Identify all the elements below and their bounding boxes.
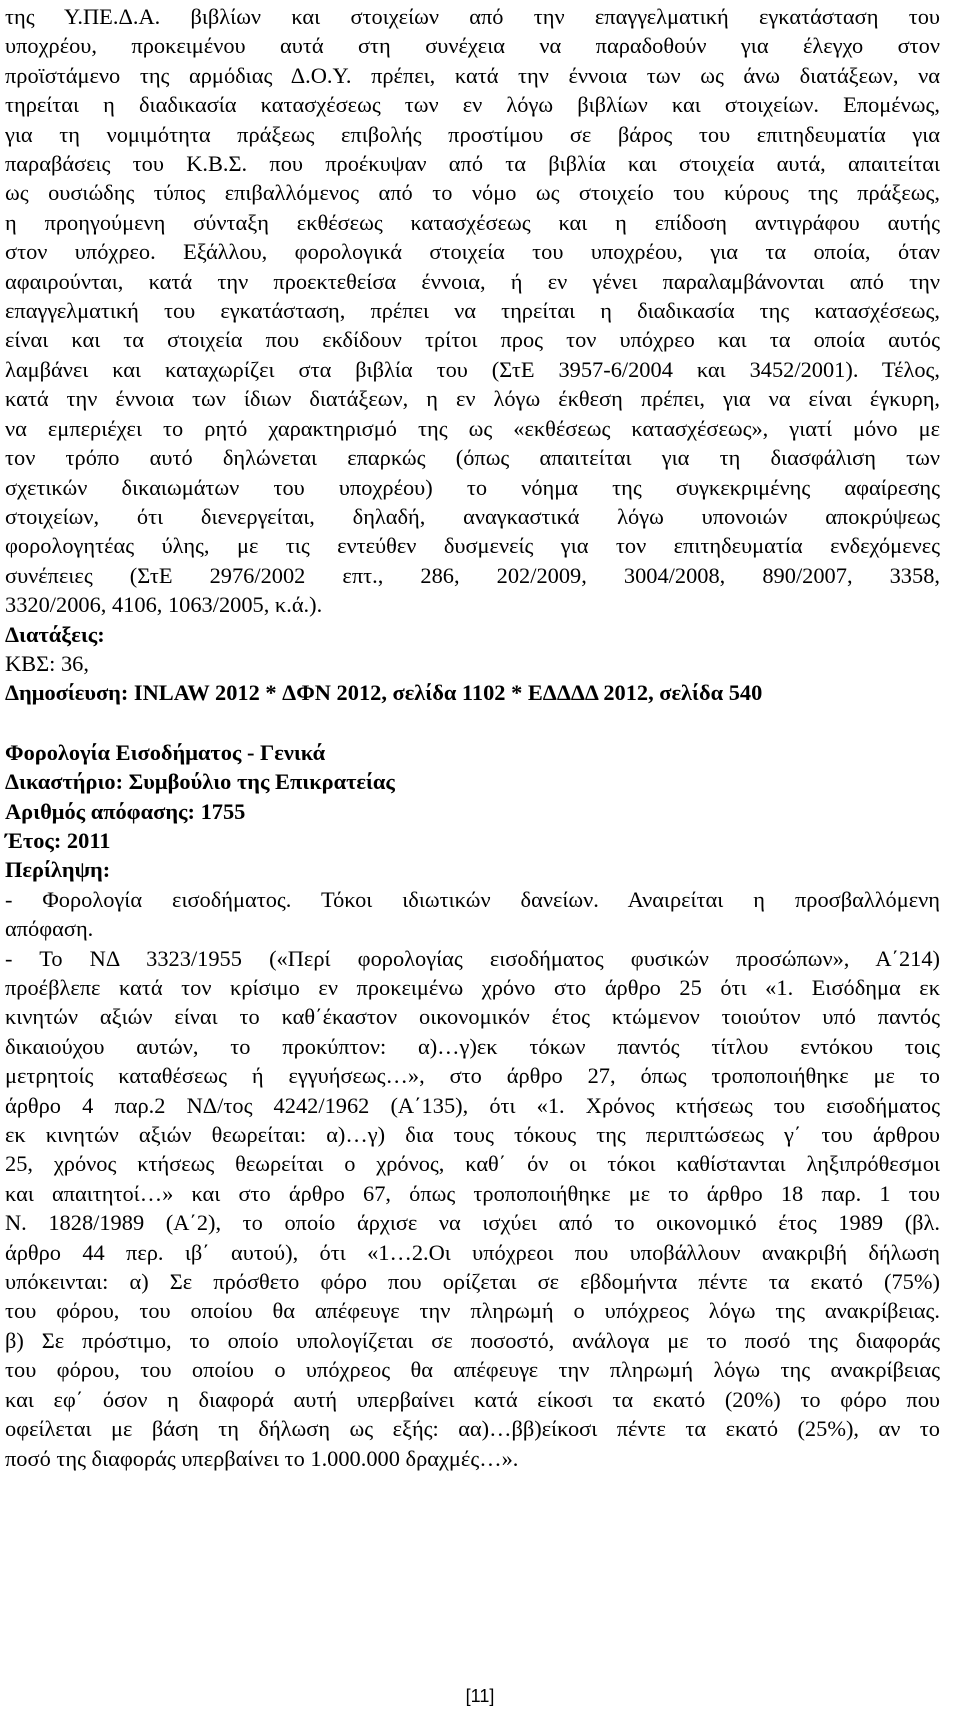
text-line: στοιχείων, ότι διενεργείται, δηλαδή, αναγκαστικά λόγω υπονοιών αποκρύψεως xyxy=(5,503,940,529)
text-line: τηρείται η διαδικασία κατασχέσεως των εν λόγω βιβλίων και στοιχείων. Επομένως, xyxy=(5,92,940,118)
text-line: είναι και τα στοιχεία που εκδίδουν τρίτοι προς τον υπόχρεο και τα οποία αυτός xyxy=(5,327,940,353)
provisions-value: ΚΒΣ: 36, xyxy=(5,650,89,676)
text-line: ως ουσιώδης τύπος επιβαλλόμενος από το νόμο ως στοιχείο του κύρους της πράξεως, xyxy=(5,180,940,206)
section-title: Φορολογία Εισοδήματος - Γενικά xyxy=(5,739,326,765)
text-line: υπόκεινται: α) Σε πρόσθετο φόρο που ορίζεται σε εβδομήντα πέντε τα εκατό (75%) xyxy=(5,1269,940,1295)
text-line: κατά την έννοια των ίδιων διατάξεων, η εν λόγω έκθεση πρέπει, για να είναι έγκυρη, xyxy=(5,386,940,412)
year-label: Έτος: xyxy=(5,827,62,853)
paragraph-continuation xyxy=(5,2,940,620)
text-line: τον τρόπο αυτό δηλώνεται επαρκώς (όπως απαιτείται για τη διασφάλιση των xyxy=(5,445,940,471)
text-line: λαμβάνει και καταχωρίζει στα βιβλία του (ΣτΕ 3957-6/2004 και 3452/2001). Τέλος, xyxy=(5,356,940,382)
text-line: δικαιούχου αυτών, το προκύπτον: α)…γ)εκ τόκων παντός τίτλου εντόκου τοις xyxy=(5,1033,940,1059)
text-line: αφαιρούνται, κατά την προεκτεθείσα έννοια, ή εν γένει παραλαμβάνονται από την xyxy=(5,268,940,294)
text-line: άρθρο 4 παρ.2 ΝΔ/τος 4242/1962 (Α΄135), ότι «1. Χρόνος κτήσεως του εισοδήματος xyxy=(5,1092,940,1118)
court-value: Συμβούλιο της Επικρατείας xyxy=(128,769,395,795)
text-line: 3320/2006, 4106, 1063/2005, κ.ά.). xyxy=(5,592,323,618)
text-line: οφείλεται με βάση τη δήλωση ως εξής: αα)…ββ)είκοσι πέντε τα εκατό (25%), αν το xyxy=(5,1416,940,1442)
text-line: του φόρου, του οποίου ο υπόχρεος θα απέφευγε την πληρωμή λόγω της ανακρίβειας xyxy=(5,1357,940,1383)
text-line: παραβάσεις του Κ.Β.Σ. που προέκυψαν από τα βιβλία και στοιχεία αυτά, απαιτείται xyxy=(5,151,940,177)
publication-line xyxy=(5,678,940,707)
text-line: της Υ.ΠΕ.Δ.Α. βιβλίων και στοιχείων από την επαγγελματική εγκατάσταση του xyxy=(5,4,940,29)
text-line: απόφαση. xyxy=(5,916,94,942)
decision-line xyxy=(5,797,940,826)
text-line: - Φορολογία εισοδήματος. Τόκοι ιδιωτικών δανείων. Αναιρείται η προσβαλλόμενη xyxy=(5,886,940,912)
summary-heading: Περίληψη: xyxy=(5,857,111,883)
year-line xyxy=(5,826,940,855)
publication-value: INLAW 2012 * ΔΦΝ 2012, σελίδα 1102 * ΕΔΔΔΔ 2012, σελίδα 540 xyxy=(133,680,763,706)
year-value: 2011 xyxy=(66,827,111,853)
text-line: του φόρου, του οποίου θα απέφευγε την πληρωμή ο υπόχρεος λόγω της ανακρίβειας. xyxy=(5,1298,940,1324)
document-body xyxy=(5,2,940,1473)
decision-value: 1755 xyxy=(200,798,246,824)
text-line: κινητών αξιών είναι το καθ΄έκαστον οικονομικόν έτος κτώμενον τοιούτον υπό παντός xyxy=(5,1004,940,1030)
text-line: και εφ΄ όσον η διαφορά αυτή υπερβαίνει κατά είκοσι τα εκατό (20%) το φόρο που xyxy=(5,1386,940,1412)
text-line: Ν. 1828/1989 (Α΄2), το οποίο άρχισε να ισχύει από το οικονομικό έτος 1989 (βλ. xyxy=(5,1210,940,1236)
text-line: εκ κινητών αξιών θεωρείται: α)…γ) δια τους τόκους της περιπτώσεως γ΄ του άρθρου xyxy=(5,1122,940,1148)
text-line: υποχρέου, προκειμένου αυτά στη συνέχεια να παραδοθούν για έλεγχο στον xyxy=(5,33,940,59)
court-line xyxy=(5,767,940,796)
text-line: - Το ΝΔ 3323/1955 («Περί φορολογίας εισοδήματος φυσικών προσώπων», Α΄214) xyxy=(5,945,940,971)
text-line: επαγγελματική του εγκατάσταση, πρέπει να τηρείται η διαδικασία της κατασχέσεως, xyxy=(5,298,940,324)
text-line: και απαιτητοί…» και στο άρθρο 67, όπως τροποποιήθηκε με το άρθρο 18 παρ. 1 του xyxy=(5,1180,940,1206)
summary-paragraph-1 xyxy=(5,885,940,944)
text-line: προέβλεπε κατά τον κρίσιμο εν προκειμένω χρόνο στο άρθρο 25 ότι «1. Εισόδημα εκ xyxy=(5,975,940,1000)
text-line: φορολογητέας ύλης, με τις εντεύθεν δυσμενείς για τον επιτηδευματία ενδεχόμενες xyxy=(5,533,940,559)
text-line: β) Σε πρόστιμο, το οποίο υπολογίζεται σε ποσοστό, ανάλογα με το ποσό της διαφοράς xyxy=(5,1327,940,1353)
text-line: 25, χρόνος κτήσεως θεωρείται ο χρόνος, καθ΄ όν οι τόκοι καθίστανται ληξιπρόθεσμοι xyxy=(5,1151,940,1177)
text-line: μετρητοίς καταθέσεως ή εγγυήσεως…», στο άρθρο 27, όπως τροποποιήθηκε με το xyxy=(5,1063,940,1089)
text-line: προϊστάμενο της αρμόδιας Δ.Ο.Υ. πρέπει, κατά την έννοια των ως άνω διατάξεων, να xyxy=(5,62,940,88)
court-label: Δικαστήριο: xyxy=(5,769,124,795)
provisions-heading: Διατάξεις: xyxy=(5,621,105,647)
text-line: άρθρο 44 περ. ιβ΄ αυτού), ότι «1…2.Οι υπόχρεοι που υποβάλλουν ανακριβή δήλωση xyxy=(5,1239,940,1265)
text-line: σχετικών δικαιωμάτων του υποχρέου) το νόημα της συγκεκριμένης αφαίρεσης xyxy=(5,474,940,500)
text-line: για τη νομιμότητα πράξεως επιβολής προστίμου σε βάρος του επιτηδευματία για xyxy=(5,121,940,147)
publication-label: Δημοσίευση: xyxy=(5,680,129,706)
decision-label: Αριθμός απόφασης: xyxy=(5,798,195,824)
text-line: συνέπειες (ΣτΕ 2976/2002 επτ., 286, 202/2009, 3004/2008, 890/2007, 3358, xyxy=(5,562,940,588)
text-line: να εμπεριέχει το ρητό χαρακτηρισμό της ως «εκθέσεως κατασχέσεως», γιατί μόνο με xyxy=(5,415,940,441)
text-line: ποσό της διαφοράς υπερβαίνει το 1.000.000 δραχμές…». xyxy=(5,1445,519,1471)
section-spacer xyxy=(5,708,940,738)
text-line: στον υπόχρεο. Εξάλλου, φορολογικά στοιχεία του υποχρέου, για τα οποία, όταν xyxy=(5,239,940,265)
page-number: [11] xyxy=(465,1686,495,1706)
summary-paragraph-2 xyxy=(5,944,940,1473)
text-line: η προηγούμενη σύνταξη εκθέσεως κατασχέσεως και η επίδοση αντιγράφου αυτής xyxy=(5,209,940,235)
